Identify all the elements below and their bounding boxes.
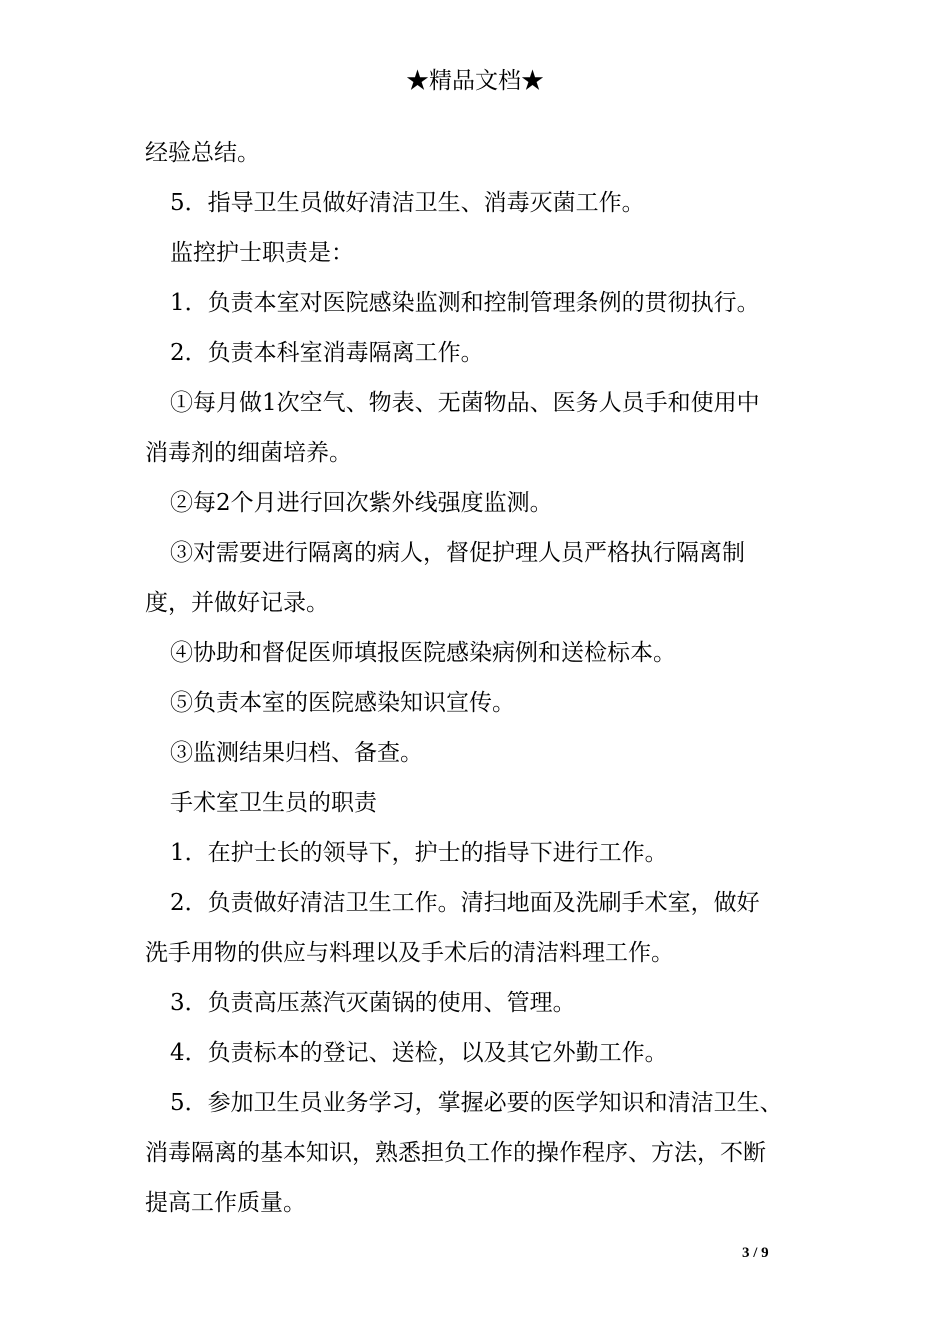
section-heading: 手术室卫生员的职责 <box>170 790 377 816</box>
text-line: 1．在护士长的领导下，护士的指导下进行工作。 <box>170 840 668 866</box>
text-line: ①每月做1次空气、物表、无菌物品、医务人员手和使用中 <box>170 390 760 416</box>
page-number: 3 / 9 <box>742 1245 769 1261</box>
text-line: ③监测结果归档、备查。 <box>170 740 423 766</box>
text-line: 度，并做好记录。 <box>145 590 329 616</box>
text-line: ⑤负责本室的医院感染知识宣传。 <box>170 690 515 716</box>
text-line: 1．负责本室对医院感染监测和控制管理条例的贯彻执行。 <box>170 290 760 316</box>
text-line: 经验总结。 <box>145 140 260 166</box>
text-line: 提高工作质量。 <box>145 1190 306 1216</box>
text-line: 消毒隔离的基本知识，熟悉担负工作的操作程序、方法，不断 <box>145 1140 766 1166</box>
text-line: 洗手用物的供应与料理以及手术后的清洁料理工作。 <box>145 940 674 966</box>
text-line: ②每2个月进行回次紫外线强度监测。 <box>170 490 553 516</box>
text-line: 5．参加卫生员业务学习，掌握必要的医学知识和清洁卫生、 <box>170 1090 783 1116</box>
section-heading: 监控护士职责是： <box>170 240 354 266</box>
text-line: ③对需要进行隔离的病人，督促护理人员严格执行隔离制 <box>170 540 745 566</box>
text-line: 4．负责标本的登记、送检，以及其它外勤工作。 <box>170 1040 668 1066</box>
document-body <box>145 128 815 1228</box>
page-header-title: ★精品文档★ <box>406 68 544 94</box>
text-line: 3．负责高压蒸汽灭菌锅的使用、管理。 <box>170 990 576 1016</box>
text-line: ④协助和督促医师填报医院感染病例和送检标本。 <box>170 640 676 666</box>
text-line: 消毒剂的细菌培养。 <box>145 440 352 466</box>
text-line: 5．指导卫生员做好清洁卫生、消毒灭菌工作。 <box>170 190 645 216</box>
text-line: 2．负责做好清洁卫生工作。清扫地面及洗刷手术室，做好 <box>170 890 760 916</box>
text-line: 2．负责本科室消毒隔离工作。 <box>170 340 484 366</box>
